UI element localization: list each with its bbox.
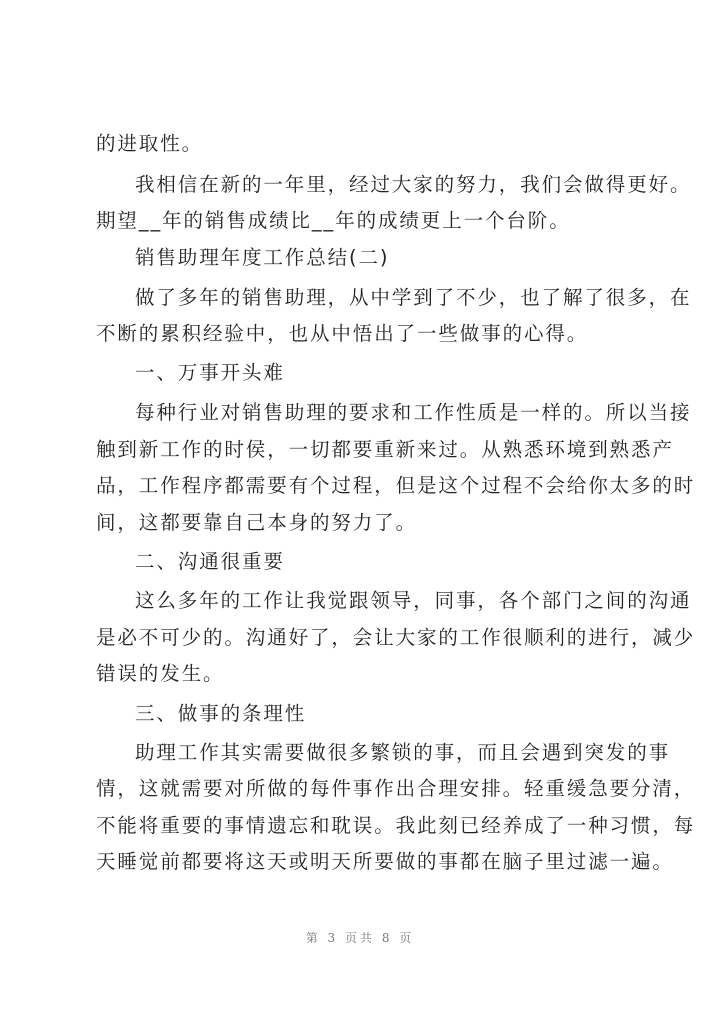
heading-3: 三、做事的条理性 <box>135 702 307 725</box>
heading-1: 一、万事开头难 <box>135 361 285 384</box>
text-line-1: 的进取性。 <box>96 132 204 155</box>
text-line-13: 这么多年的工作让我觉跟领导，同事，各个部门之间的沟通 <box>135 589 692 612</box>
text-line-20: 天睡觉前都要将这天或明天所要做的事都在脑子里过滤一遍。 <box>96 850 674 873</box>
text-line-15: 错误的发生。 <box>96 662 225 685</box>
heading-2: 二、沟通很重要 <box>135 550 285 573</box>
text-line-9: 触到新工作的时侯，一切都要重新来过。从熟悉环境到熟悉产 <box>96 438 674 461</box>
text-line-18: 情，这就需要对所做的每件事作出合理安排。轻重缓急要分清， <box>96 777 696 800</box>
text-line-5: 做了多年的销售助理，从中学到了不少，也了解了很多，在 <box>135 286 692 309</box>
text-line-11: 间，这都要靠自己本身的努力了。 <box>96 511 418 534</box>
text-line-19: 不能将重要的事情遗忘和耽误。我此刻已经养成了一种习惯，每 <box>96 814 696 837</box>
page-number: 第 3 页共 8 页 <box>305 931 415 945</box>
text-line-6: 不断的累积经验中，也从中悟出了一些做事的心得。 <box>96 322 589 345</box>
text-line-2: 我相信在新的一年里，经过大家的努力，我们会做得更好。 <box>135 173 692 196</box>
text-line-3: 期望__年的销售成绩比__年的成绩更上一个台阶。 <box>96 209 571 232</box>
text-line-10: 品，工作程序都需要有个过程，但是这个过程不会给你太多的时 <box>96 474 696 497</box>
text-line-8: 每种行业对销售助理的要求和工作性质是一样的。所以当接 <box>135 401 692 424</box>
text-line-17: 助理工作其实需要做很多繁锁的事，而且会遇到突发的事 <box>135 741 671 764</box>
section-title: 销售助理年度工作总结(二) <box>135 246 390 269</box>
text-line-14: 是必不可少的。沟通好了，会让大家的工作很顺利的进行，减少 <box>96 626 696 649</box>
